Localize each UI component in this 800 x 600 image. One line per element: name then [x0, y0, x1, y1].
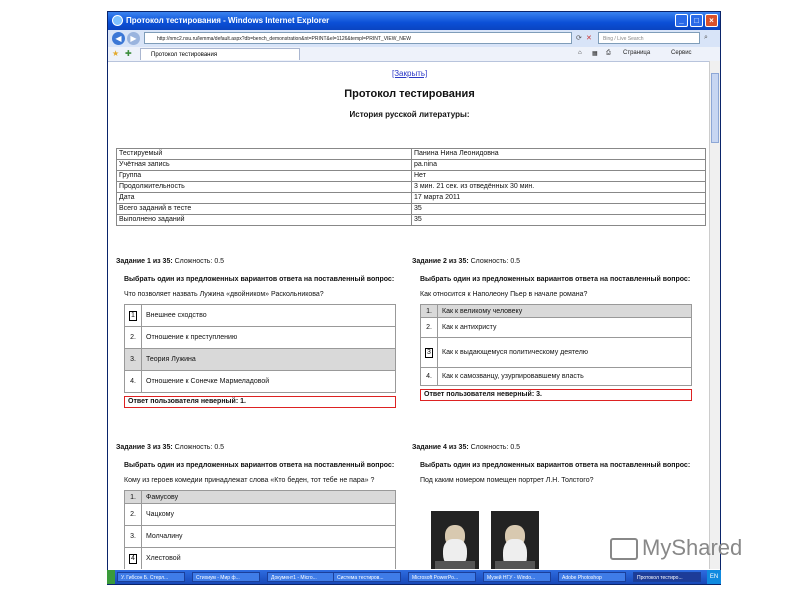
option-text: Фамусову	[142, 491, 396, 504]
option-number: 2.	[125, 504, 142, 526]
start-button[interactable]	[107, 570, 115, 584]
close-window-button[interactable]: ×	[705, 14, 718, 27]
info-key: Тестируемый	[117, 149, 412, 160]
taskbar-item[interactable]: Система тестиров...	[333, 572, 401, 582]
favorites-star-icon[interactable]: ★	[112, 49, 120, 58]
info-value: 17 марта 2011	[412, 193, 706, 204]
info-key: Группа	[117, 171, 412, 182]
option-number: 4.	[125, 371, 142, 393]
info-key: Продолжительность	[117, 182, 412, 193]
portrait-image-2	[491, 511, 539, 569]
window-title: Протокол тестирования - Windows Internet Explorer	[126, 16, 330, 25]
option-text: Хлестовой	[142, 548, 396, 570]
option-number	[125, 305, 142, 327]
option-row[interactable]	[421, 305, 692, 318]
option-number: 2.	[125, 327, 142, 349]
portrait-body	[495, 561, 535, 569]
option-number: 3.	[125, 349, 142, 371]
option-row[interactable]	[125, 526, 396, 548]
vertical-scrollbar[interactable]	[709, 61, 720, 569]
selected-marker: 1	[129, 311, 137, 321]
ie-icon	[112, 15, 123, 26]
maximize-button[interactable]: □	[690, 14, 703, 27]
info-value: pa.nina	[412, 160, 706, 171]
task-question: Как относится к Наполеону Пьер в начале романа?	[420, 291, 588, 298]
myshared-logo-icon	[610, 538, 638, 560]
option-text: Внешнее сходство	[142, 305, 396, 327]
option-row[interactable]	[125, 548, 396, 570]
watermark-text: MyShared	[642, 535, 743, 560]
print-icon[interactable]: ⎙	[606, 50, 611, 56]
task-question: Что позволяет назвать Лужина «двойником» Раскольникова?	[124, 291, 324, 298]
task-instruction: Выбрать один из предложенных вариантов ответа на поставленный вопрос:	[420, 276, 691, 283]
option-number: 1.	[421, 305, 438, 318]
info-key: Всего заданий в тесте	[117, 204, 412, 215]
task-2	[412, 258, 692, 401]
address-bar-row	[108, 30, 720, 48]
option-text: Чацкому	[142, 504, 396, 526]
options-table	[124, 304, 396, 393]
option-number: 4.	[421, 368, 438, 386]
tab-bar	[108, 47, 720, 62]
option-text: Молчалину	[142, 526, 396, 548]
selected-marker: 3	[425, 348, 433, 358]
option-number	[125, 548, 142, 570]
minimize-button[interactable]: _	[675, 14, 688, 27]
task-header	[116, 258, 396, 265]
option-number: 2.	[421, 318, 438, 338]
info-key: Дата	[117, 193, 412, 204]
task-difficulty: Сложность: 0.5	[172, 444, 225, 451]
table-row	[117, 160, 706, 171]
task-number: Задание 2 из 35:	[412, 258, 469, 265]
task-instruction: Выбрать один из предложенных вариантов ответа на поставленный вопрос:	[420, 462, 691, 469]
task-4	[412, 444, 692, 484]
option-row[interactable]	[125, 305, 396, 327]
search-input[interactable]: Bing / Live Search	[598, 32, 700, 44]
info-value: Нет	[412, 171, 706, 182]
taskbar-item[interactable]: Музей НГУ - Windo...	[483, 572, 551, 582]
search-icon[interactable]: ⌕	[704, 34, 708, 41]
option-row[interactable]	[421, 318, 692, 338]
taskbar-item[interactable]: У. Гибсон Б. Стерл...	[117, 572, 185, 582]
task-3	[116, 444, 396, 569]
task-1	[116, 258, 396, 408]
taskbar	[107, 570, 721, 584]
portrait-body	[435, 561, 475, 569]
option-row[interactable]	[125, 491, 396, 504]
option-row[interactable]	[125, 327, 396, 349]
info-key: Учётная запись	[117, 160, 412, 171]
answer-result: Ответ пользователя неверный: 3.	[420, 389, 692, 401]
option-text: Как к выдающемуся политическому деятелю	[438, 338, 692, 368]
option-number: 3.	[125, 526, 142, 548]
options-table	[420, 304, 692, 386]
info-value: 3 мин. 21 сек. из отведённых 30 мин.	[412, 182, 706, 193]
table-row	[117, 149, 706, 160]
taskbar-item-active[interactable]: Протокол тестиро...	[633, 572, 701, 582]
language-indicator[interactable]: EN	[707, 570, 721, 584]
address-field[interactable]: http://nmc2.nsu.ru/lemma/default.aspx?db=bench_demonstration&nt=PRINT&el=1126&templ=PRINT_VIEW_NEW	[144, 32, 572, 44]
page-title: Протокол тестирования	[344, 88, 475, 100]
option-text: Отношение к Сонечке Мармеладовой	[142, 371, 396, 393]
task-instruction: Выбрать один из предложенных вариантов ответа на поставленный вопрос:	[124, 462, 395, 469]
tab-active[interactable]: Протокол тестирования	[140, 48, 300, 60]
browser-window	[107, 11, 721, 585]
task-header	[412, 444, 692, 451]
option-row[interactable]	[125, 349, 396, 371]
table-row	[117, 193, 706, 204]
option-text: Отношение к преступлению	[142, 327, 396, 349]
task-number: Задание 4 из 35:	[412, 444, 469, 451]
task-header	[116, 444, 396, 451]
table-row	[117, 171, 706, 182]
refresh-icon[interactable]: ⟳	[576, 35, 582, 42]
page-menu[interactable]: Страница	[623, 50, 651, 56]
back-icon[interactable]: ◀	[112, 32, 125, 45]
task-number: Задание 1 из 35:	[116, 258, 173, 265]
task-difficulty: Сложность: 0.5	[468, 444, 521, 451]
scroll-thumb[interactable]	[711, 73, 719, 143]
option-row[interactable]	[125, 504, 396, 526]
forward-icon[interactable]: ▶	[127, 32, 140, 45]
add-favorites-icon[interactable]: ✚	[125, 49, 132, 58]
taskbar-item[interactable]: Adobe Photoshop	[558, 572, 626, 582]
table-row	[117, 215, 706, 226]
option-row[interactable]	[421, 368, 692, 386]
feeds-icon[interactable]: ▦	[592, 51, 598, 57]
option-row[interactable]	[125, 371, 396, 393]
selected-marker: 4	[129, 554, 137, 564]
home-icon[interactable]: ⌂	[578, 50, 582, 56]
task-question: Под каким номером помещен портрет Л.Н. Толстого?	[420, 477, 594, 484]
table-row	[117, 204, 706, 215]
answer-result: Ответ пользователя неверный: 1.	[124, 396, 396, 408]
service-menu[interactable]: Сервис	[671, 50, 692, 56]
task-question: Кому из героев комедии принадлежат слова «Кто беден, тот тебе не пара» ?	[124, 477, 375, 484]
option-number: 1.	[125, 491, 142, 504]
stop-icon[interactable]: ✕	[586, 35, 592, 42]
info-value: Панина Нина Леонидовна	[412, 149, 706, 160]
info-value: 35	[412, 215, 706, 226]
taskbar-item[interactable]: Документ1 - Micro...	[267, 572, 335, 582]
task-difficulty: Сложность: 0.5	[468, 258, 521, 265]
task-instruction: Выбрать один из предложенных вариантов ответа на поставленный вопрос:	[124, 276, 395, 283]
option-number	[421, 338, 438, 368]
task-number: Задание 3 из 35:	[116, 444, 173, 451]
task-difficulty: Сложность: 0.5	[172, 258, 225, 265]
taskbar-item[interactable]: Стихиум - Мир ф...	[192, 572, 260, 582]
portrait-image-1	[431, 511, 479, 569]
page-subtitle: История русской литературы:	[349, 110, 470, 119]
option-text: Как к самозванцу, узурпировавшему власть	[438, 368, 692, 386]
option-text: Как к великому человеку	[438, 305, 692, 318]
task-header	[412, 258, 692, 265]
close-link[interactable]: [Закрыть]	[392, 69, 428, 78]
info-key: Выполнено заданий	[117, 215, 412, 226]
info-value: 35	[412, 204, 706, 215]
page-content	[108, 61, 711, 569]
title-bar	[108, 12, 720, 30]
option-text: Теория Лужина	[142, 349, 396, 371]
info-table	[116, 148, 706, 226]
options-table	[124, 490, 396, 569]
option-text: Как к антихристу	[438, 318, 692, 338]
taskbar-item[interactable]: Microsoft PowerPo...	[408, 572, 476, 582]
table-row	[117, 182, 706, 193]
option-row[interactable]	[421, 338, 692, 368]
